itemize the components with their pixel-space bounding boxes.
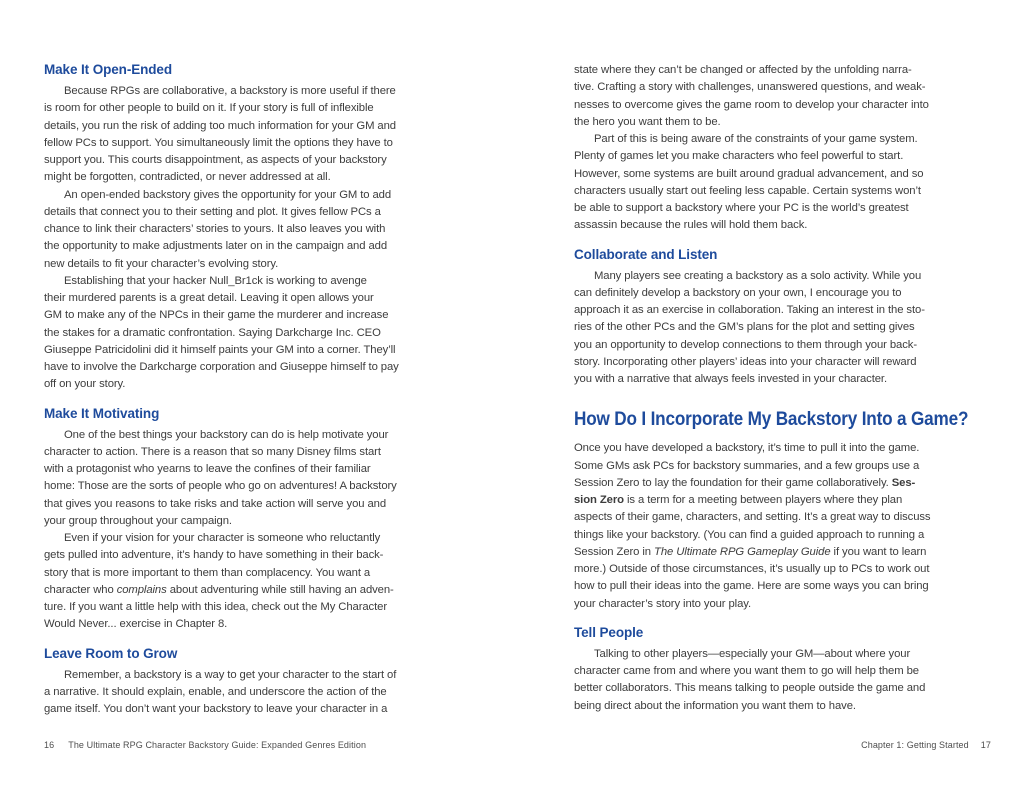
body-line xyxy=(44,496,462,513)
page-number: 16 xyxy=(44,740,55,750)
text-segment: new details to fit your character’s evolving story. xyxy=(44,257,279,270)
text-segment: more.) Outside of those circumstances, it’s usually up to PCs to work out xyxy=(574,563,930,575)
body-line xyxy=(574,698,992,715)
body-line xyxy=(44,582,462,599)
text-segment: Some GMs ask PCs for backstory summaries, and a few groups use a xyxy=(574,459,920,472)
text-segment: character to action. There is a reason that so many Disney films start xyxy=(44,445,381,458)
text-segment: Session Zero to lay the foundation for their game collaboratively. xyxy=(574,476,892,489)
text-segment: being direct about the information you want them to have. xyxy=(574,699,856,712)
body-line xyxy=(574,217,992,234)
body-line xyxy=(574,131,992,148)
paragraph xyxy=(44,530,462,634)
text-segment: Remember, a backstory is a way to get your character to the start of xyxy=(64,668,397,681)
text-segment: sion Zero xyxy=(574,494,624,506)
text-segment: ries of the other PCs and the GM’s plans for the plot and setting gives xyxy=(574,321,915,334)
body-line xyxy=(44,513,462,530)
body-line xyxy=(44,204,462,221)
body-line xyxy=(574,527,992,544)
text-segment: gets pulled into adventure, it’s handy to have something in their back- xyxy=(44,549,384,562)
text-segment: with a protagonist who yearns to leave the confines of their familiar xyxy=(44,463,371,475)
text-segment: you with a narrative that always feels invested in your character. xyxy=(574,373,888,385)
body-line xyxy=(44,616,462,633)
paragraph xyxy=(574,131,992,235)
body-line xyxy=(574,97,992,114)
body-line xyxy=(44,187,462,204)
text-segment: Many players see creating a backstory as a solo activity. While you xyxy=(594,269,922,282)
body-line xyxy=(44,307,462,324)
section-heading: Make It Open-Ended xyxy=(44,62,172,77)
body-line xyxy=(574,148,992,165)
text-segment: Even if your vision for your character is someone who reluctantly xyxy=(64,532,381,544)
body-line xyxy=(44,325,462,342)
text-segment: aspects of their game, characters, and setting. It’s a great way to discuss xyxy=(574,511,931,524)
body-line xyxy=(574,354,992,371)
text-segment: their murdered parents is a great detail. Leaving it open allows your xyxy=(44,292,374,304)
text-segment: Establishing that your hacker Null_Br1ck is working to avenge xyxy=(64,274,367,287)
text-segment: things like your backstory. (You can find a guided approach to running a xyxy=(574,528,925,541)
text-segment: Because RPGs are collaborative, a backstory is more useful if there xyxy=(64,85,396,97)
text-segment: complains xyxy=(116,583,167,596)
body-line xyxy=(44,547,462,564)
body-line xyxy=(44,152,462,169)
text-segment: However, some systems are built around gradual advancement, and so xyxy=(574,167,924,180)
body-line xyxy=(44,100,462,117)
text-segment: your group throughout your campaign. xyxy=(44,514,232,527)
paragraph xyxy=(574,646,992,715)
body-line xyxy=(574,509,992,526)
text-segment: you an opportunity to develop connections to them through your back- xyxy=(574,338,917,351)
text-segment: is a term for a meeting between players where they plan xyxy=(623,494,903,506)
text-segment: nesses to overcome gives the game room to develop your character into xyxy=(574,98,929,111)
paragraph xyxy=(44,667,462,719)
body-line xyxy=(44,599,462,616)
text-segment: Talking to other players—especially your GM—about where your xyxy=(594,647,911,660)
body-line xyxy=(574,200,992,217)
body-line xyxy=(44,427,462,444)
paragraph xyxy=(574,268,992,389)
body-line xyxy=(44,135,462,152)
body-line xyxy=(574,183,992,200)
body-line xyxy=(44,530,462,547)
body-line xyxy=(574,302,992,319)
right-page-text-column xyxy=(574,62,992,715)
body-line xyxy=(44,221,462,238)
body-line xyxy=(574,371,992,388)
body-line xyxy=(44,342,462,359)
text-segment: character who xyxy=(44,583,117,596)
body-line xyxy=(574,79,992,96)
text-segment: game itself. You don’t want your backstory to leave your character in a xyxy=(44,703,388,715)
right-page-footer xyxy=(861,740,991,750)
body-line xyxy=(574,62,992,79)
body-line xyxy=(44,273,462,290)
text-segment: about adventuring while still having an adven- xyxy=(166,583,394,596)
text-segment: support you. This courts disappointment, as aspects of your backstory xyxy=(44,154,387,166)
body-line xyxy=(44,118,462,135)
body-line xyxy=(44,238,462,255)
body-line xyxy=(44,461,462,478)
body-line xyxy=(44,169,462,186)
body-line xyxy=(574,561,992,578)
left-page-footer xyxy=(44,740,366,750)
text-segment: Ses- xyxy=(891,476,916,489)
text-segment: Giuseppe Patricidolini did it himself paints your GM into a corner. They’ll xyxy=(44,343,396,356)
text-segment: the stakes for a dramatic confrontation. Saying Darkcharge Inc. CEO xyxy=(44,326,381,339)
body-line xyxy=(574,319,992,336)
text-segment: how to pull their ideas into the game. Here are some ways you can bring xyxy=(574,580,929,593)
text-segment: The Ultimate RPG Gameplay Guide xyxy=(654,545,831,558)
section-heading: Leave Room to Grow xyxy=(44,645,178,661)
body-line xyxy=(574,166,992,183)
running-title: Chapter 1: Getting Started xyxy=(861,740,969,750)
body-line xyxy=(44,256,462,273)
text-segment: Session Zero in xyxy=(574,545,655,558)
body-line xyxy=(574,114,992,131)
body-line xyxy=(574,680,992,697)
section-heading: Tell People xyxy=(574,624,644,640)
chapter-heading: How Do I Incorporate My Backstory Into a Game? xyxy=(574,408,969,431)
body-line xyxy=(44,478,462,495)
text-segment: One of the best things your backstory can do is help motivate your xyxy=(64,428,389,441)
text-segment: Once you have developed a backstory, it’s time to pull it into the game. xyxy=(574,442,920,455)
text-segment: your character’s story into your play. xyxy=(574,597,752,610)
text-segment: Plenty of games let you make characters who feel powerful to start. xyxy=(574,150,904,163)
text-segment: GM to make any of the NPCs in their game the murderer and increase xyxy=(44,309,389,322)
text-segment: off on your story. xyxy=(44,378,126,391)
body-line xyxy=(44,83,462,100)
text-segment: if you want to learn xyxy=(830,545,927,558)
body-line xyxy=(574,578,992,595)
paragraph xyxy=(44,83,462,187)
section-heading: Collaborate and Listen xyxy=(574,246,718,262)
body-line xyxy=(574,596,992,613)
body-line xyxy=(44,290,462,307)
body-line xyxy=(44,701,462,718)
text-segment: the hero you want them to be. xyxy=(574,115,721,128)
body-line xyxy=(574,492,992,509)
body-line xyxy=(44,376,462,393)
text-segment: ture. If you want a little help with this idea, check out the My Character xyxy=(44,601,387,613)
text-segment: details that connect you to their setting and plot. It gives fellow PCs a xyxy=(44,205,381,218)
text-segment: fellow PCs to support. You simultaneously limit the options they have to xyxy=(44,136,393,149)
text-segment: state where they can’t be changed or affected by the unfolding narra- xyxy=(574,64,912,76)
text-segment: have to involve the Darkcharge corporation and Giuseppe himself to pay xyxy=(44,361,399,373)
text-segment: can definitely develop a backstory on your own, I encourage you to xyxy=(574,286,902,299)
text-segment: home: Those are the sorts of people who go on adventures! A backstory xyxy=(44,480,397,493)
body-line xyxy=(574,440,992,457)
body-line xyxy=(574,268,992,285)
text-segment: story. Incorporating other players’ ideas into your character will reward xyxy=(574,355,917,368)
body-line xyxy=(44,565,462,582)
paragraph xyxy=(44,273,462,394)
text-segment: characters usually start out feeling less capable. Certain systems won’t xyxy=(574,184,921,197)
text-segment: the opportunity to make adjustments later on in the campaign and add xyxy=(44,240,387,253)
text-segment: approach it as an exercise in collaboration. Taking an interest in the sto- xyxy=(574,304,925,316)
section-heading: Make It Motivating xyxy=(44,405,160,421)
body-line xyxy=(44,444,462,461)
text-segment: Would Never... exercise in Chapter 8. xyxy=(44,618,228,631)
body-line xyxy=(44,684,462,701)
text-segment: that gives you reasons to take risks and take action will serve you and xyxy=(44,497,387,510)
text-segment: chance to link their characters’ stories to yours. It also leaves you with xyxy=(44,223,386,235)
body-line xyxy=(574,458,992,475)
text-segment: is room for other people to build on it. If your story is full of inflexible xyxy=(44,102,374,115)
text-segment: a narrative. It should explain, enable, and underscore the action of the xyxy=(44,685,387,698)
body-line xyxy=(574,475,992,492)
body-line xyxy=(574,337,992,354)
text-segment: details, you run the risk of adding too much information for your GM and xyxy=(44,119,396,132)
body-line xyxy=(44,667,462,684)
paragraph xyxy=(574,62,992,131)
text-segment: might be forgotten, contradicted, or never addressed at all. xyxy=(44,171,331,184)
page-number: 17 xyxy=(980,740,991,750)
body-line xyxy=(574,285,992,302)
text-segment: tive. Crafting a story with challenges, unanswered questions, and weak- xyxy=(574,81,926,94)
paragraph xyxy=(44,187,462,273)
body-line xyxy=(574,544,992,561)
text-segment: be able to support a backstory where your PC is the world’s greatest xyxy=(574,202,909,214)
text-segment: better collaborators. This means talking to people outside the game and xyxy=(574,682,926,695)
running-title: The Ultimate RPG Character Backstory Guide: Expanded Genres Edition xyxy=(68,740,367,750)
body-line xyxy=(44,359,462,376)
left-page-text-column xyxy=(44,62,462,718)
paragraph xyxy=(44,427,462,531)
text-segment: character came from and where you want them to go will help them be xyxy=(574,665,919,677)
text-segment: An open-ended backstory gives the opportunity for your GM to add xyxy=(64,188,392,201)
paragraph xyxy=(574,440,992,613)
text-segment: assassin because the rules will hold them back. xyxy=(574,219,808,232)
body-line xyxy=(574,646,992,663)
text-segment: Part of this is being aware of the constraints of your game system. xyxy=(594,133,918,145)
text-segment: story that is more important to them than complacency. You want a xyxy=(44,566,371,579)
body-line xyxy=(574,663,992,680)
